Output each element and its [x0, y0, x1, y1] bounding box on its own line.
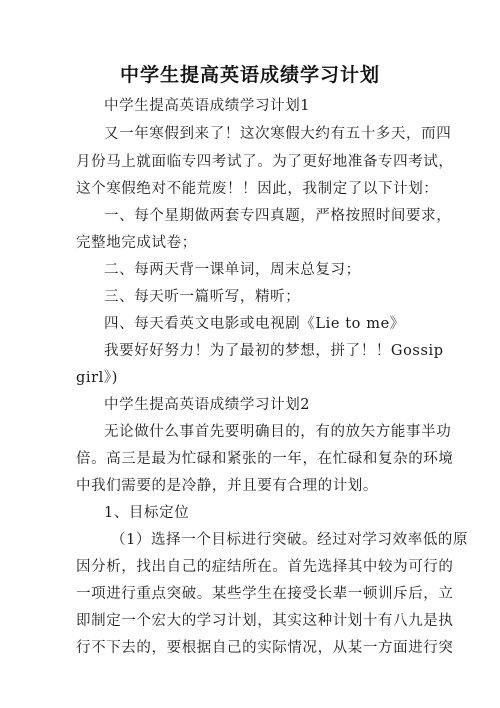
paragraph-line: 完整地完成试卷； [76, 235, 197, 251]
section-heading: 中学生提高英语成绩学习计划1 [104, 98, 311, 114]
paragraph-line: （1）选择一个目标进行突破。经过对学习效率低的原 [111, 532, 469, 548]
paragraph-line [104, 341, 444, 361]
subsection-heading: 1、目标定位 [104, 505, 190, 521]
paragraph-line: 又一年寒假到来了！这次寒假大约有五十多天，而四 [104, 126, 452, 142]
list-item: 四、每天看英文电影或电视剧《Lie to me》 [104, 316, 405, 332]
paragraph-line: 中我们需要的是冷静，并且要有合理的计划。 [76, 478, 378, 494]
list-item: 三、每天听一篇听写，精听； [104, 289, 301, 305]
list-item: 二、每两天背一课单词，周末总复习； [104, 262, 361, 278]
paragraph-line: 即制定一个宏大的学习计划，其实这种计划十有八九是执 [76, 613, 454, 629]
list-item: 一、每个星期做两套专四真题，严格按照时间要求， [104, 208, 452, 224]
paragraph-line: girl》) [76, 370, 118, 386]
paragraph-line: 无论做什么事首先要明确目的，有的放矢方能事半功 [104, 424, 452, 440]
paragraph-text: Gossip [390, 343, 444, 359]
paragraph-line: 这个寒假绝对不能荒废！！因此，我制定了以下计划： [76, 181, 439, 197]
paragraph-text: 我要好好努力！为了最初的梦想，拼了！！ [104, 343, 391, 359]
paragraph-line: 行不下去的，要根据自己的实际情况，从某一方面进行突 [76, 640, 454, 656]
paragraph-line: 因分析，找出自己的症结所在。首先选择其中较为可行的 [76, 559, 454, 575]
paragraph-line: 一项进行重点突破。某些学生在接受长辈一顿训斥后，立 [76, 586, 454, 602]
document-title: 中学生提高英语成绩学习计划 [119, 64, 380, 86]
paragraph-line: 月份马上就面临专四考试了。为了更好地准备专四考试， [76, 154, 454, 170]
section-heading: 中学生提高英语成绩学习计划2 [104, 397, 311, 413]
paragraph-line: 倍。高三是最为忙碌和紧张的一年，在忙碌和复杂的环境 [76, 451, 454, 467]
